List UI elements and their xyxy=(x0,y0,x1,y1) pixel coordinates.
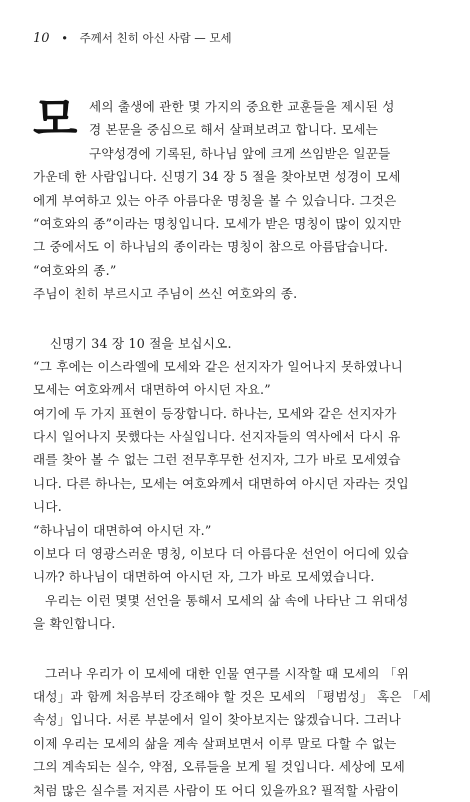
text-line: 여기에 두 가지 표현이 등장합니다. 하나는, 모세와 같은 선지자가 xyxy=(33,405,397,421)
text-line: 속성」입니다. 서론 부분에서 일이 찾아보지는 않겠습니다. 그러나 xyxy=(33,712,401,728)
paragraph-gap xyxy=(33,636,439,662)
text-line: 니까? 하나님이 대면하여 아시던 자, 그가 바로 모세였습니다. xyxy=(33,569,375,585)
paragraph-gap xyxy=(33,306,439,332)
text-line: 구약성경에 기록된, 하나님 앞에 크게 쓰임받은 일꾼들 xyxy=(89,145,391,161)
page-number: 10 xyxy=(33,31,50,46)
body-text xyxy=(33,92,439,802)
text-line: 경 본문을 중심으로 해서 살펴보려고 합니다. 모세는 xyxy=(89,122,379,138)
text-line: 그러나 우리가 이 모세에 대한 인물 연구를 시작할 때 모세의 「위 xyxy=(45,665,409,681)
text-line: 을 확인합니다. xyxy=(33,616,116,632)
text-line: “여호와의 종”이라는 명칭입니다. 모세가 받은 명칭이 많이 있지만 xyxy=(33,215,402,231)
quote-line: 모세는 여호와께서 대면하여 아시던 자요.” xyxy=(33,382,271,398)
running-header xyxy=(33,30,232,46)
chapter-title: 주께서 친히 아신 사람 — 모세 xyxy=(79,31,232,45)
text-line: 니다. xyxy=(33,499,62,515)
quote-line: “하나님이 대면하여 아시던 자.” xyxy=(33,522,212,538)
text-line: 주님이 친히 부르시고 주님이 쓰신 여호와의 종. xyxy=(33,286,298,302)
text-line: 우리는 이런 몇몇 선언을 통해서 모세의 삶 속에 나타난 그 위대성 xyxy=(45,592,409,608)
text-line: 그 중에서도 이 하나님의 종이라는 명칭이 참으로 아름답습니다. xyxy=(33,239,389,255)
drop-cap: 모 xyxy=(33,92,78,146)
text-line: 신명기 34 장 10 절을 보십시오. xyxy=(50,335,232,351)
text-line: 이제 우리는 모세의 삶을 계속 살펴보면서 이루 말로 다할 수 없는 xyxy=(33,735,397,751)
header-bullet: • xyxy=(61,31,68,45)
text-line: 이보다 더 영광스러운 명칭, 이보다 더 아름다운 선언이 어디에 있습 xyxy=(33,546,409,562)
quote-line: “여호와의 종.” xyxy=(33,262,117,278)
quote-line: “그 후에는 이스라엘에 모세와 같은 선지자가 일어나지 못하였나니 xyxy=(33,358,403,374)
text-line: 다시 일어나지 못했다는 사실입니다. 선지자들의 역사에서 다시 유 xyxy=(33,429,401,445)
text-line: 가운데 한 사람입니다. 신명기 34 장 5 절을 찾아보면 성경이 모세 xyxy=(33,169,401,185)
text-line: 그의 계속되는 실수, 약점, 오류들을 보게 될 것입니다. 세상에 모세 xyxy=(33,759,405,775)
text-line: 니다. 다른 하나는, 모세는 여호와께서 대면하여 아시던 자라는 것입 xyxy=(33,475,409,491)
text-line: 대성」과 함께 처음부터 강조해야 할 것은 모세의 「평범성」 혹은 「세 xyxy=(33,688,432,704)
text-line: 에게 부여하고 있는 아주 아름다운 명칭을 볼 수 있습니다. 그것은 xyxy=(33,192,397,208)
text-line: 래를 찾아 볼 수 없는 그런 전무후무한 선지자, 그가 바로 모세였습 xyxy=(33,452,401,468)
text-line: 처럼 많은 실수를 저지른 사람이 또 어디 있을까요? 필적할 사람이 xyxy=(33,782,400,798)
text-line: 세의 출생에 관한 몇 가지의 중요한 교훈들을 제시된 성 xyxy=(89,99,395,114)
